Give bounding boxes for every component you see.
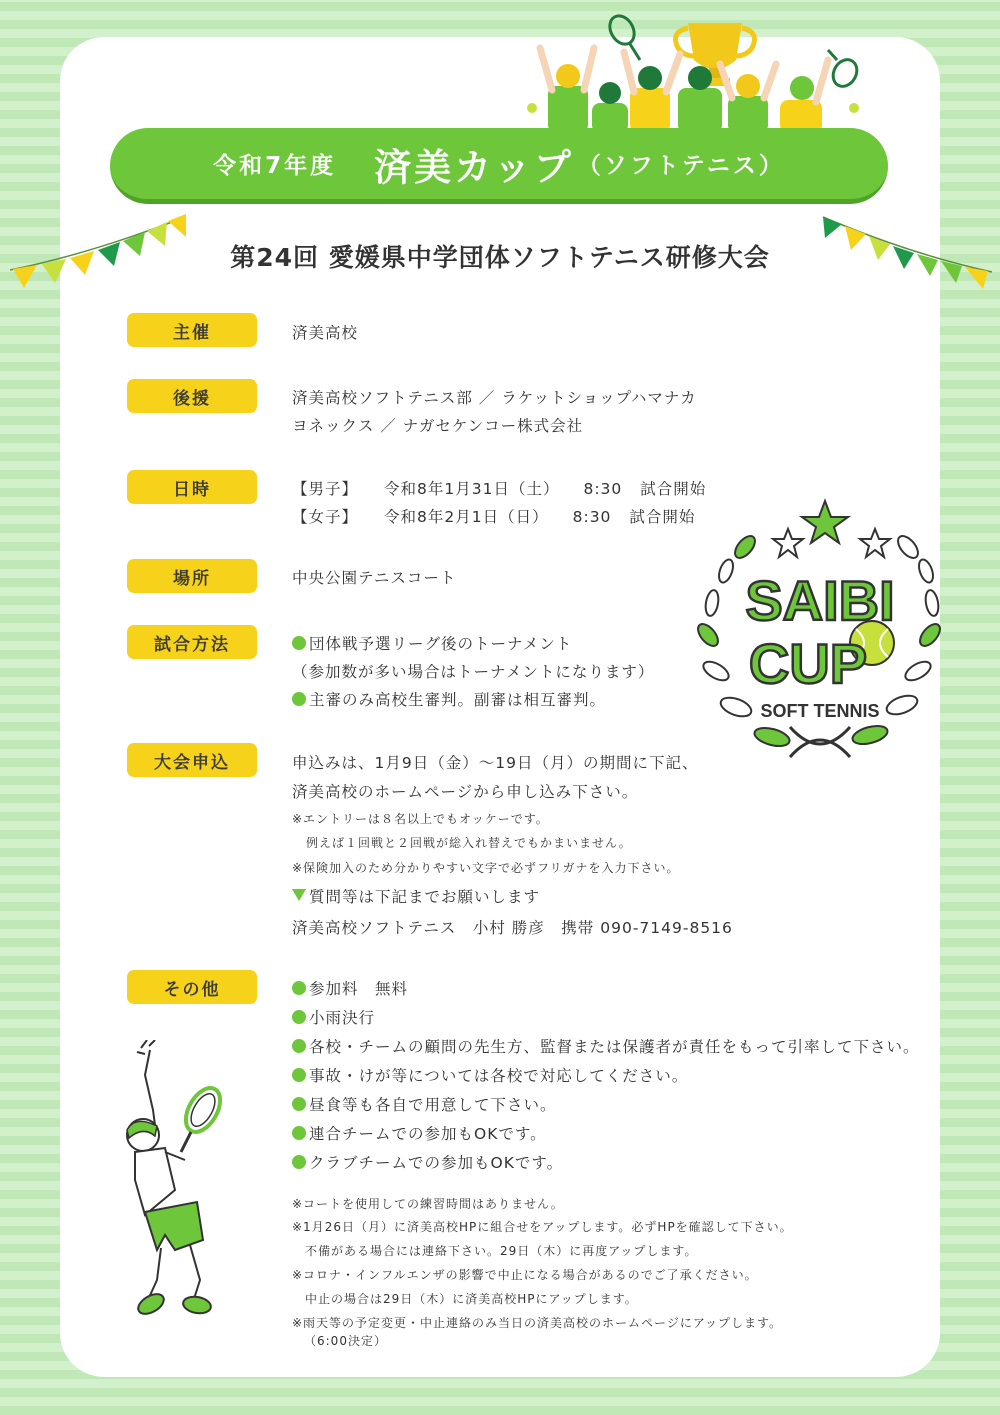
cheering-players-illustration xyxy=(510,8,870,133)
datetime-girls xyxy=(292,505,695,527)
support-line2: ヨネックス ／ ナガセケンコー株式会社 xyxy=(292,417,584,435)
entry-contact: 済美高校ソフトテニス 小村 勝彦 携帯 090-7149-8516 xyxy=(292,919,733,937)
racket-icon xyxy=(828,50,862,91)
label-support: 後援 xyxy=(127,379,257,413)
entry-line2: 済美高校のホームページから申し込み下さい。 xyxy=(292,783,639,801)
other-note: ※コロナ・インフルエンザの影響で中止になる場合があるのでご了承ください。 xyxy=(292,1268,758,1282)
girls-date: 令和8年2月1日（日） xyxy=(384,508,549,526)
logo-line2: CUP xyxy=(748,632,868,695)
other-note: ※1月26日（月）に済美高校HPに組合せをアップします。必ずHPを確認して下さい。 xyxy=(292,1220,793,1234)
title-year: 令和7年度 xyxy=(213,153,337,179)
label-host: 主催 xyxy=(127,313,257,347)
label-entry: 大会申込 xyxy=(127,743,257,777)
racket-icon xyxy=(179,1082,227,1152)
girls-time: 8:30 xyxy=(572,508,612,526)
entry-note1: ※エントリーは８名以上でもオッケーです。 xyxy=(292,812,549,826)
boys-time: 8:30 xyxy=(583,480,623,498)
girls-note: 試合開始 xyxy=(629,508,696,526)
tennis-player-illustration xyxy=(105,1040,275,1330)
bullet-dot-icon xyxy=(292,636,306,650)
title-banner xyxy=(110,128,888,204)
bullet-dot-icon xyxy=(292,1039,306,1053)
bullet-dot-icon xyxy=(292,1010,306,1024)
datetime-boys xyxy=(292,477,706,499)
boys-note: 試合開始 xyxy=(640,480,707,498)
other-item: 参加料 無料 xyxy=(292,977,408,999)
star-icon xyxy=(802,501,848,543)
other-item: 連合チームでの参加もOKです。 xyxy=(292,1122,547,1144)
other-item: 小雨決行 xyxy=(292,1006,375,1028)
bullet-dot-icon xyxy=(292,1097,306,1111)
girls-tag: 【女子】 xyxy=(292,508,359,526)
label-other: その他 xyxy=(127,970,257,1004)
label-method: 試合方法 xyxy=(127,625,257,659)
other-item: 昼食等も各自で用意して下さい。 xyxy=(292,1093,557,1115)
star-icon xyxy=(860,529,890,557)
bullet-dot-icon xyxy=(292,692,306,706)
host-text: 済美高校 xyxy=(292,324,359,342)
other-note: 中止の場合は29日（木）に済美高校HPにアップします。 xyxy=(292,1292,638,1306)
other-note: （6:00決定） xyxy=(304,1334,387,1348)
entry-note3: ※保険加入のため分かりやすい文字で必ずフリガナを入力下さい。 xyxy=(292,861,680,875)
bullet-dot-icon xyxy=(292,1126,306,1140)
method-line1: 団体戦予選リーグ後のトーナメント xyxy=(292,632,572,654)
bullet-dot-icon xyxy=(292,1155,306,1169)
event-subtitle: 第24回 愛媛県中学団体ソフトテニス研修大会 xyxy=(230,243,770,272)
entry-question: 質問等は下記までお願いします xyxy=(292,885,540,907)
title-sub: （ソフトテニス） xyxy=(577,153,785,179)
place-text: 中央公園テニスコート xyxy=(292,569,457,587)
boys-tag: 【男子】 xyxy=(292,480,359,498)
method-line3: 主審のみ高校生審判。副審は相互審判。 xyxy=(292,688,606,710)
entry-line1: 申込みは、1月9日（金）～19日（月）の期間に下記、 xyxy=(292,754,699,772)
other-item: 事故・けが等については各校で対応してください。 xyxy=(292,1064,688,1086)
logo-line3: SOFT TENNIS xyxy=(760,701,880,721)
entry-note2: 例えば１回戦と２回戦が総入れ替えでもかまいません。 xyxy=(306,836,632,850)
other-item: クラブチームでの参加もOKです。 xyxy=(292,1151,563,1173)
triangle-bullet-icon xyxy=(292,889,306,901)
other-item: 各校・チームの顧問の先生方、監督または保護者が責任をもって引率して下さい。 xyxy=(292,1035,920,1057)
label-datetime: 日時 xyxy=(127,470,257,504)
support-line1: 済美高校ソフトテニス部 ／ ラケットショップハマナカ xyxy=(292,389,697,407)
star-icon xyxy=(773,529,803,557)
bullet-dot-icon xyxy=(292,981,306,995)
label-place: 場所 xyxy=(127,559,257,593)
saibi-cup-logo xyxy=(690,495,950,765)
other-note: 不備がある場合には連絡下さい。29日（木）に再度アップします。 xyxy=(292,1244,698,1258)
logo-line1: SAIBI xyxy=(745,569,895,632)
other-note: ※コートを使用しての練習時間はありません。 xyxy=(292,1197,564,1211)
other-note: ※雨天等の予定変更・中止連絡のみ当日の済美高校のホームページにアップします。 xyxy=(292,1316,783,1330)
title-main: 済美カップ xyxy=(374,145,574,189)
boys-date: 令和8年1月31日（土） xyxy=(384,480,560,498)
bullet-dot-icon xyxy=(292,1068,306,1082)
method-line2: （参加数が多い場合はトーナメントになります） xyxy=(292,663,655,681)
